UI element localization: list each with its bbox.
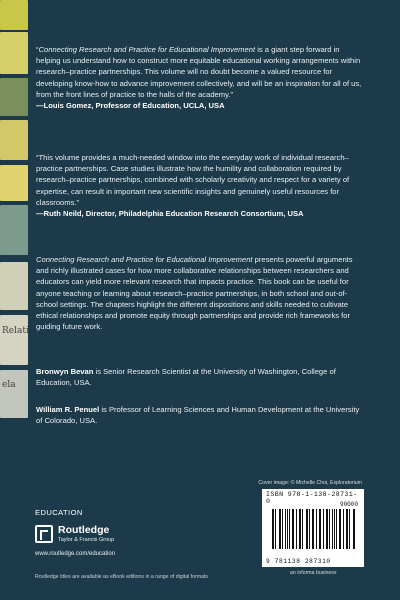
sticky-note (0, 315, 28, 365)
sticky-note (0, 120, 28, 160)
publisher-logo (35, 524, 114, 543)
endorsement-attribution: —Ruth Neild, Director, Philadelphia Education Research Consortium, USA (36, 209, 304, 219)
sticky-note (0, 32, 28, 74)
author-name: William R. Penuel (36, 405, 100, 414)
sticky-note (0, 205, 28, 255)
isbn-barcode (262, 489, 364, 567)
isbn-number: 9 781138 287310 (266, 558, 331, 565)
endorsement-1 (36, 44, 366, 111)
routledge-logo-icon (35, 525, 53, 543)
sticky-note (0, 78, 28, 116)
endorsement-text: “Connecting Research and Practice for Educational Improvement is a giant step forward in helping us understand how to construct more equitable educational working arrangements within research–practice partnerships. This volume will no doubt become a valued resource for developing know-how to advance improvement collectively, and will be an inspiration for all of us, from the front lines of practice to the halls of the academy.” (36, 45, 362, 99)
sticky-note (0, 0, 28, 30)
author-bio: Bronwyn Bevan is Senior Research Scientist at the University of Washington, College of Education, USA. (36, 367, 336, 388)
barcode-bars (272, 509, 356, 549)
endorsement-text: “This volume provides a much-needed window into the everyday work of individual research–practice partnerships. Case studies illustrate how the humility and collaboration required by research–practice partnerships, combined with scholarly creativity and respect for a variety of expertise, can result in important new scientific insights and genuinely useful resources for classrooms.” (36, 153, 350, 207)
publisher-name: Routledge (58, 524, 110, 536)
handwriting: ela (2, 380, 16, 390)
publisher-subtitle: Taylor & Francis Group (58, 537, 115, 543)
ebook-note: Routledge titles are available as eBook editions in a range of digital formats (35, 574, 209, 580)
book-description: Connecting Research and Practice for Educational Improvement presents powerful arguments and richly illustrated cases for how more collaborative relationships between researchers and educators can yield more relevant research that impacts practice. This book can be useful for anyone teaching or learning about research–practice partnerships, in both school and out-of-school settings. The chapters highlight the different dispositions and skills needed to cultivate ethical relationships and promote equity through partnerships and provide rich frameworks for guiding future work. (36, 255, 353, 332)
author-bio: William R. Penuel is Professor of Learning Sciences and Human Development at the University of Colorado, USA. (36, 405, 360, 426)
publisher-url: www.routledge.com/education (35, 551, 116, 557)
sticky-notes-photo (0, 0, 30, 420)
price-code: 90000 (339, 501, 358, 508)
endorsement-2 (36, 152, 366, 219)
informa-tagline: an informa business (290, 570, 337, 576)
author-name: Bronwyn Bevan (36, 367, 94, 376)
handwriting: Relati (2, 326, 29, 336)
sticky-note (0, 262, 28, 310)
cover-image-credit: Cover image: © Michelle Choi, Exploratorium (258, 480, 362, 486)
endorsement-attribution: —Louis Gomez, Professor of Education, UCLA, USA (36, 101, 225, 111)
subject-category: EDUCATION (35, 508, 83, 517)
isbn-label: ISBN 978-1-138-28731-0 (266, 491, 358, 505)
sticky-note (0, 165, 28, 201)
sticky-note (0, 370, 28, 418)
